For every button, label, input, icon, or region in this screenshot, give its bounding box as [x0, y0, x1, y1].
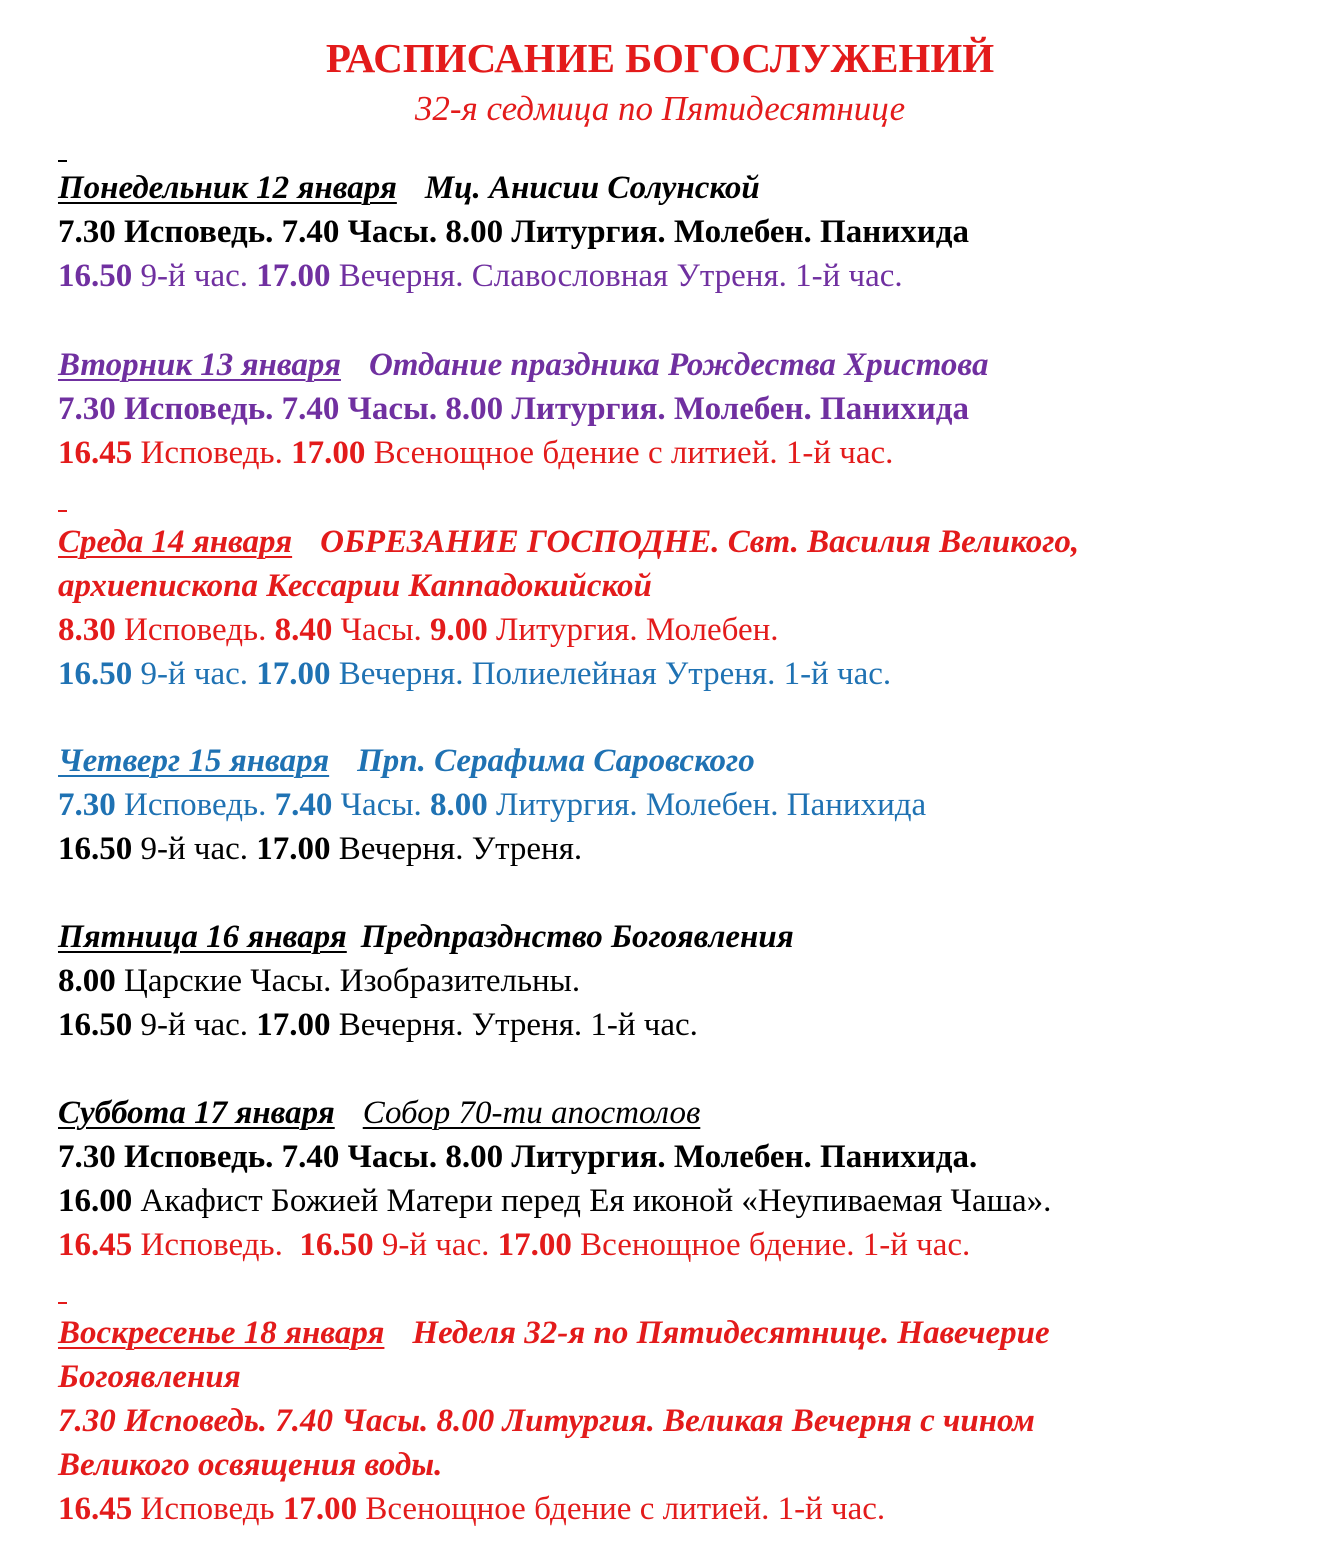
- service-text: Вечерня. Утреня.: [330, 831, 583, 867]
- day-feast: Отдание праздника Рождества Христова: [368, 347, 989, 383]
- service-time: 17.00: [256, 1007, 331, 1043]
- service-time: 17.00: [256, 258, 331, 294]
- day-heading: [58, 343, 1298, 387]
- service-time: 16.00: [58, 1183, 133, 1219]
- service-text: Всенощное бдение. 1-й час.: [571, 1227, 971, 1263]
- service-text: 9-й час.: [132, 831, 257, 867]
- service-text: Акафист Божией Матери перед Ея иконой «Неупиваемая Чаша».: [132, 1183, 1052, 1219]
- day-date: Четверг 15 января: [58, 743, 330, 779]
- service-time: 16.50: [58, 656, 133, 692]
- service-time: 16.50: [299, 1227, 374, 1263]
- day-monday: [58, 166, 1298, 298]
- morning-services: [58, 783, 1298, 827]
- service-time: 17.00: [497, 1227, 572, 1263]
- service-time: 16.45: [58, 1227, 133, 1263]
- service-time: 17.00: [256, 831, 331, 867]
- day-heading: [58, 739, 1298, 783]
- day-friday: [58, 915, 1298, 1047]
- morning-services: 7.30 Исповедь. 7.40 Часы. 8.00 Литургия. Молебен. Панихида: [58, 391, 969, 427]
- service-time: 8.40: [274, 612, 333, 648]
- service-text: Вечерня. Утреня. 1-й час.: [330, 1007, 698, 1043]
- day-feast: Неделя 32-я по Пятидесятнице. Навечерие: [412, 1315, 1050, 1351]
- evening-services: [58, 827, 1298, 871]
- service-text: 9-й час.: [132, 656, 257, 692]
- day-date: Вторник 13 января: [58, 347, 341, 383]
- morning-services: [58, 959, 1298, 1003]
- day-feast: Предпразднство Богоявления: [360, 919, 794, 955]
- morning-services: 7.30 Исповедь. 7.40 Часы. 8.00 Литургия. Молебен. Панихида: [58, 214, 969, 250]
- service-text: Литургия. Молебен.: [487, 612, 779, 648]
- service-time: 8.30: [58, 612, 116, 648]
- service-time: 16.50: [58, 258, 133, 294]
- evening-services: [58, 431, 1298, 475]
- day-feast: ОБРЕЗАНИЕ ГОСПОДНЕ. Свт. Василия Великого,: [320, 524, 1080, 560]
- service-text: 9-й час.: [373, 1227, 498, 1263]
- day-feast-continued: архиепископа Кессарии Каппадокийской: [58, 568, 652, 604]
- day-feast-continued: Богоявления: [58, 1359, 241, 1395]
- day-date: Пятница 16 января: [58, 919, 347, 955]
- day-feast: Собор 70-ти апостолов: [362, 1095, 701, 1131]
- service-text: Царские Часы. Изобразительны.: [115, 963, 581, 999]
- service-text: Вечерня. Славословная Утреня. 1-й час.: [330, 258, 903, 294]
- service-text: 9-й час.: [132, 1007, 257, 1043]
- day-saturday: [58, 1091, 1298, 1267]
- day-date: Среда 14 января: [58, 524, 293, 560]
- day-heading: [58, 520, 1298, 564]
- service-text: Всенощное бдение с литией. 1-й час.: [365, 435, 894, 471]
- service-text: Всенощное бдение с литией. 1-й час.: [357, 1491, 886, 1527]
- service-time: 16.45: [58, 1491, 133, 1527]
- service-time: 17.00: [282, 1491, 358, 1527]
- service-text: Вечерня. Полиелейная Утреня. 1-й час.: [330, 656, 892, 692]
- service-text: Литургия. Молебен. Панихида: [487, 787, 927, 823]
- service-time: 16.45: [58, 435, 133, 471]
- evening-services: [58, 254, 1298, 298]
- day-feast: Прп. Серафима Саровского: [357, 743, 755, 779]
- service-text: Исповедь.: [115, 612, 275, 648]
- day-heading: [58, 1311, 1298, 1355]
- service-time: 16.50: [58, 831, 133, 867]
- service-text: Исповедь.: [115, 787, 275, 823]
- service-time: 8.00: [58, 963, 116, 999]
- service-text: Исповедь.: [132, 435, 292, 471]
- day-feast: Мц. Анисии Солунской: [424, 170, 760, 206]
- evening-services: [58, 1487, 1298, 1531]
- evening-services: [58, 1223, 1298, 1267]
- page-title: РАСПИСАНИЕ БОГОСЛУЖЕНИЙ: [325, 35, 995, 81]
- day-sunday: [58, 1311, 1298, 1531]
- service-time: 9.00: [430, 612, 488, 648]
- morning-services: [58, 608, 1298, 652]
- service-text: Исповедь: [132, 1491, 283, 1527]
- day-heading: [58, 166, 1298, 210]
- page-subtitle: 32-я седмица по Пятидесятнице: [414, 89, 906, 128]
- service-time: 17.00: [256, 656, 331, 692]
- morning-services: 7.30 Исповедь. 7.40 Часы. 8.00 Литургия. Великая Вечерня с чином: [58, 1403, 1035, 1439]
- evening-services: [58, 1003, 1298, 1047]
- service-time: 16.50: [58, 1007, 133, 1043]
- day-tuesday: [58, 343, 1298, 475]
- day-date: Суббота 17 января: [58, 1095, 335, 1131]
- day-date: Понедельник 12 января: [58, 170, 397, 206]
- akathist-service: [58, 1179, 1298, 1223]
- divider-mark: [58, 510, 67, 512]
- day-thursday: [58, 739, 1298, 871]
- service-time: 7.30: [58, 787, 116, 823]
- divider-mark: [58, 1302, 67, 1304]
- day-wednesday: [58, 520, 1298, 696]
- service-time: 8.00: [430, 787, 488, 823]
- service-text: Исповедь.: [132, 1227, 300, 1263]
- service-time: 7.40: [274, 787, 333, 823]
- service-text: 9-й час.: [132, 258, 257, 294]
- service-time: 17.00: [291, 435, 366, 471]
- morning-services: 7.30 Исповедь. 7.40 Часы. 8.00 Литургия. Молебен. Панихида.: [58, 1139, 978, 1175]
- service-text: Часы.: [332, 612, 431, 648]
- service-text: Часы.: [332, 787, 431, 823]
- morning-services-continued: Великого освящения воды.: [58, 1447, 443, 1483]
- day-date: Воскресенье 18 января: [58, 1315, 385, 1351]
- day-heading: [58, 1091, 1298, 1135]
- divider-mark: [58, 160, 67, 162]
- evening-services: [58, 652, 1298, 696]
- day-heading: [58, 915, 1298, 959]
